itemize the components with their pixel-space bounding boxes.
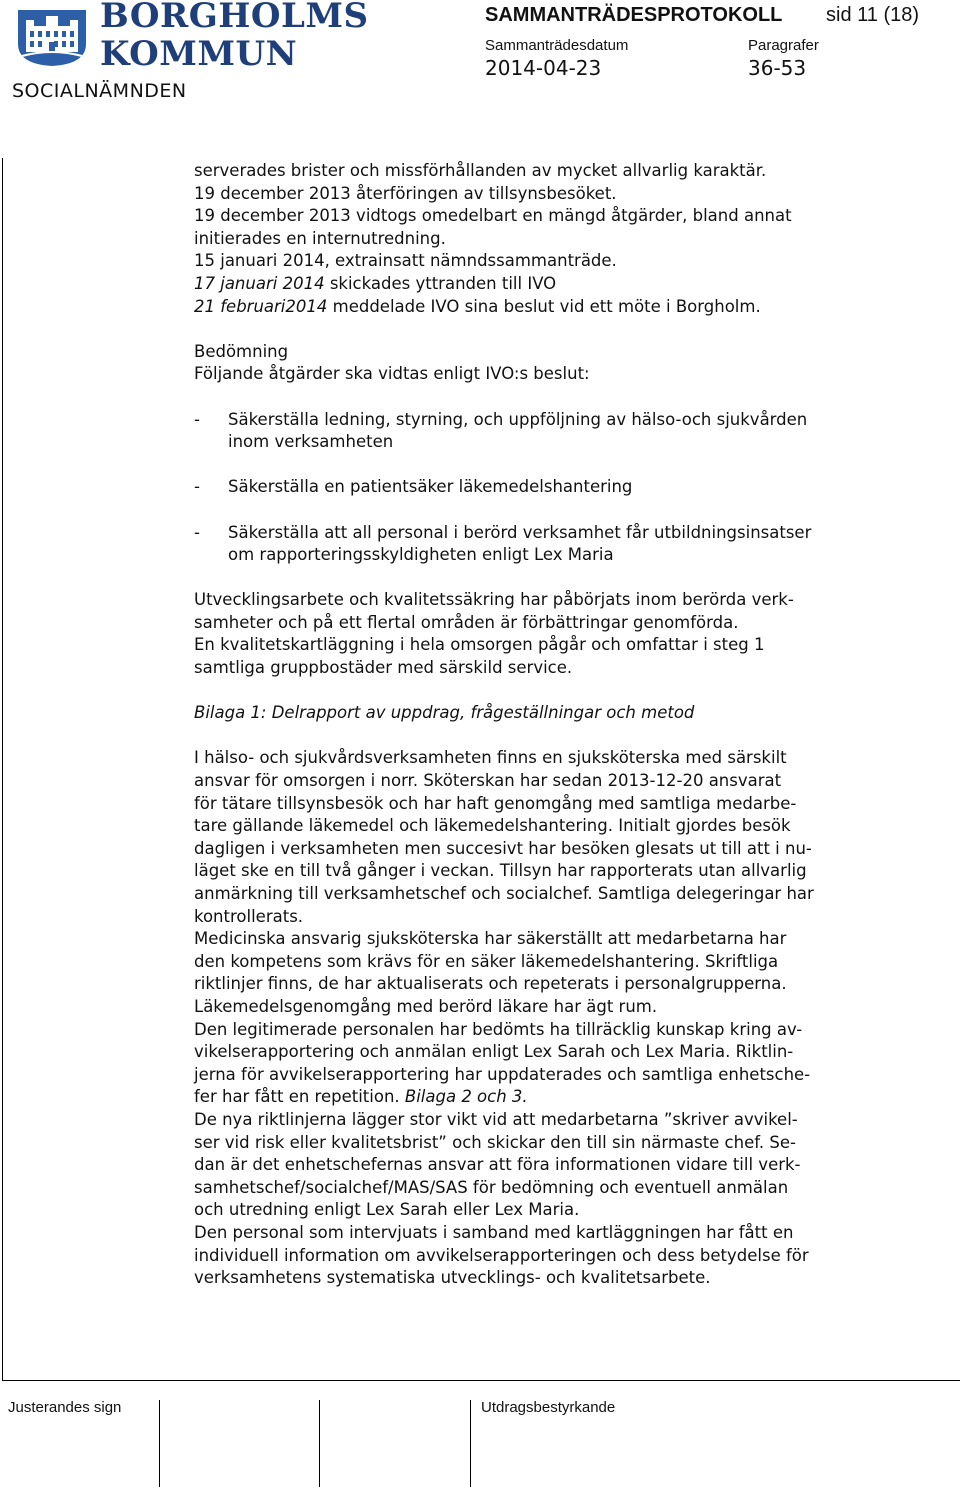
page-number: sid 11 (18)	[826, 4, 920, 26]
document-body	[194, 160, 934, 1290]
text-line: och utredning enligt Lex Sarah eller Lex Maria.	[194, 1200, 580, 1220]
attachment-title: Bilaga 1: Delrapport av uppdrag, frågeställningar och metod	[194, 703, 695, 723]
signature-box-divider	[159, 1400, 160, 1487]
text-line: samheter och på ett flertal områden är förbättringar genomförda.	[194, 612, 739, 632]
text-line: 19 december 2013 återföringen av tillsynsbesöket.	[194, 183, 617, 203]
text-line: initierades en internutredning.	[194, 228, 446, 248]
footer-justerandes-sign: Justerandes sign	[8, 1399, 122, 1416]
text-line: samhetschef/socialchef/MAS/SAS för bedömning och eventuell anmälan	[194, 1177, 789, 1197]
signature-box-divider	[319, 1400, 320, 1487]
text-line: ser vid risk eller kvalitetsbrist” och skickar den till sin närmaste chef. Se-	[194, 1132, 796, 1152]
text-span: fer har fått en repetition.	[194, 1087, 405, 1107]
text-line	[194, 296, 934, 319]
list-item	[194, 409, 934, 454]
text-line: ansvar för omsorgen i norr. Sköterskan har sedan 2013-12-20 ansvarat	[194, 771, 782, 791]
text-line: för tätare tillsynsbesök och har haft genomgång med samtliga medarbe-	[194, 793, 797, 813]
date-emphasis: 21 februari2014	[194, 296, 328, 316]
text-line: tare gällande läkemedel och läkemedelshantering. Initialt gjordes besök	[194, 816, 791, 836]
protocol-title: SAMMANTRÄDESPROTOKOLL	[485, 4, 783, 26]
text-line: den kompetens som krävs för en säker läkemedelshantering. Skriftliga	[194, 951, 779, 971]
list-item-text: inom verksamheten	[228, 432, 394, 452]
paragraphs-label: Paragrafer	[748, 37, 819, 54]
date-value: 2014-04-23	[485, 56, 602, 80]
date-emphasis: 17 januari 2014	[194, 273, 325, 293]
text-line: jerna för avvikelserapportering har uppdaterades och samtliga enhetsche-	[194, 1064, 811, 1084]
text-span: skickades yttranden till IVO	[324, 273, 557, 293]
text-line	[194, 1086, 934, 1109]
text-line: kontrollerats.	[194, 906, 304, 926]
text-line: dan är det enhetschefernas ansvar att föra informationen vidare till verk-	[194, 1155, 801, 1175]
attachment-ref: Bilaga 2 och 3.	[404, 1087, 528, 1107]
spacer	[194, 386, 934, 409]
text-line: serverades brister och missförhållanden av mycket allvarlig karaktär.	[194, 161, 767, 180]
text-line: 19 december 2013 vidtogs omedelbart en mängd åtgärder, bland annat	[194, 206, 792, 226]
footer-rule	[2, 1380, 960, 1381]
castle-crest-icon	[12, 4, 92, 68]
paragraphs-value: 36-53	[748, 56, 807, 80]
list-item-text: om rapporteringsskyldigheten enligt Lex Maria	[228, 545, 614, 565]
list-item-text: Säkerställa att all personal i berörd verksamhet får utbildningsinsatser	[228, 522, 812, 542]
footer-utdragsbestyrkande: Utdragsbestyrkande	[481, 1399, 616, 1416]
spacer	[194, 567, 934, 590]
bullet-dash: -	[194, 522, 200, 542]
text-line: verksamhetens systematiska utvecklings- och kvalitetsarbete.	[194, 1268, 711, 1288]
text-line: De nya riktlinjerna lägger stor vikt vid att medarbetarna ”skriver avvikel-	[194, 1109, 798, 1129]
text-line: En kvalitetskartläggning i hela omsorgen pågår och omfattar i steg 1	[194, 635, 765, 655]
text-line: Den personal som intervjuats i samband med kartläggningen har fått en	[194, 1222, 794, 1242]
spacer	[194, 499, 934, 522]
text-line: Medicinska ansvarig sjuksköterska har säkerställt att medarbetarna har	[194, 929, 787, 949]
text-line: Följande åtgärder ska vidtas enligt IVO:s beslut:	[194, 364, 590, 384]
text-line: samtliga gruppbostäder med särskild service.	[194, 658, 573, 678]
text-line: 15 januari 2014, extrainsatt nämndssammanträde.	[194, 251, 617, 271]
text-span: meddelade IVO sina beslut vid ett möte i Borgholm.	[327, 296, 761, 316]
text-line: läget ske en till två gånger i veckan. Tillsyn har rapporterats utan allvarlig	[194, 861, 807, 881]
signature-box-divider	[470, 1400, 471, 1487]
spacer	[194, 318, 934, 341]
margin-line	[2, 158, 3, 1380]
spacer	[194, 680, 934, 703]
text-line: riktlinjer finns, de har aktualiserats och repeterats i personalgrupperna.	[194, 974, 787, 994]
text-line: I hälso- och sjukvårdsverksamheten finns en sjuksköterska med särskilt	[194, 748, 787, 768]
org-name-line1: BORGHOLMS	[100, 0, 369, 36]
text-line: Den legitimerade personalen har bedömts ha tillräcklig kunskap kring av-	[194, 1019, 803, 1039]
section-heading: Bedömning	[194, 341, 289, 361]
text-line: individuell information om avvikelserapporteringen och dess betydelse för	[194, 1245, 809, 1265]
text-line: anmärkning till verksamhetschef och socialchef. Samtliga delegeringar har	[194, 884, 814, 903]
text-line: vikelserapportering och anmälan enligt Lex Sarah och Lex Maria. Riktlin-	[194, 1042, 794, 1062]
list-item	[194, 522, 934, 567]
text-line	[194, 273, 934, 296]
spacer	[194, 725, 934, 748]
list-item	[194, 476, 934, 499]
date-label: Sammanträdesdatum	[485, 37, 629, 54]
bullet-dash: -	[194, 477, 200, 497]
spacer	[194, 454, 934, 477]
municipality-logo	[4, 0, 369, 110]
text-line: Läkemedelsgenomgång med berörd läkare har ägt rum.	[194, 996, 658, 1016]
list-item-text: Säkerställa en patientsäker läkemedelshantering	[228, 477, 633, 497]
department-name: SOCIALNÄMNDEN	[12, 80, 187, 102]
text-line: dagligen i verksamheten men succesivt har besöken glesats ut till att i nu-	[194, 838, 812, 858]
list-item-text: Säkerställa ledning, styrning, och uppföljning av hälso-och sjukvården	[228, 409, 808, 429]
org-name-line2: KOMMUN	[100, 34, 298, 74]
text-line: Utvecklingsarbete och kvalitetssäkring har påbörjats inom berörda verk-	[194, 590, 794, 610]
bullet-dash: -	[194, 409, 200, 429]
